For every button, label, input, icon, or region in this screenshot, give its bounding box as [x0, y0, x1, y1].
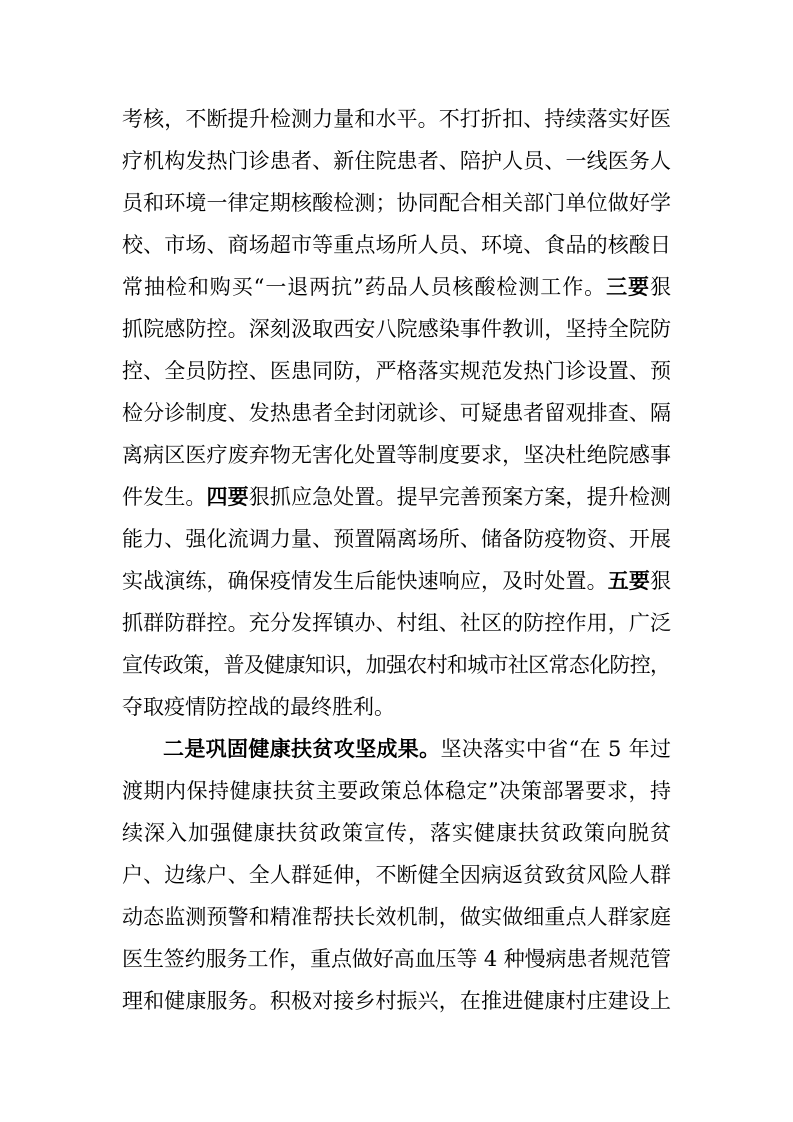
text-segment: 常抽检和购买“一退两抗”药品人员核酸检测工作。 — [122, 275, 607, 299]
text-segment: 检分诊制度、发热患者全封闭就诊、可疑患者留观排查、隔 — [122, 401, 672, 425]
text-segment: 狠 — [650, 275, 672, 299]
text-segment: 员和环境一律定期核酸检测；协同配合相关部门单位做好学 — [122, 191, 672, 215]
body-line — [0, 141, 793, 181]
text-segment: 狠 — [650, 569, 672, 593]
text-segment: 狠抓应急处置。提早完善预案方案，提升检测 — [248, 485, 672, 509]
text-segment: 离病区医疗废弃物无害化处置等制度要求，坚决杜绝院感事 — [122, 443, 672, 467]
body-line — [0, 225, 793, 265]
text-segment: 户、边缘户、全人群延伸，不断健全因病返贫致贫风险人群 — [122, 863, 672, 887]
text-segment: 坚决落实中省“在 5 年过 — [440, 737, 672, 761]
body-line — [0, 939, 793, 979]
text-segment: 渡期内保持健康扶贫主要政策总体稳定”决策部署要求，持 — [122, 779, 672, 803]
text-segment: 宣传政策，普及健康知识，加强农村和城市社区常态化防控， — [122, 653, 671, 677]
text-segment: 夺取疫情防控战的最终胜利。 — [122, 695, 395, 719]
body-line — [0, 561, 793, 601]
section-heading: 二是巩固健康扶贫攻坚成果。 — [163, 736, 441, 761]
emphasis-segment: 三要 — [606, 274, 650, 299]
text-segment: 理和健康服务。积极对接乡村振兴，在推进健康村庄建设上 — [122, 989, 672, 1013]
text-segment: 校、市场、商场超市等重点场所人员、环境、食品的核酸日 — [122, 233, 672, 257]
text-segment: 控、全员防控、医患同防，严格落实规范发热门诊设置、预 — [122, 359, 672, 383]
text-segment: 医生签约服务工作，重点做好高血压等 4 种慢病患者规范管 — [122, 947, 671, 971]
text-segment: 疗机构发热门诊患者、新住院患者、陪护人员、一线医务人 — [122, 149, 672, 173]
body-line — [0, 687, 793, 727]
body-line — [0, 603, 793, 643]
paragraph-first-line — [0, 729, 793, 769]
body-line — [0, 855, 793, 895]
body-line — [0, 477, 793, 517]
body-line — [0, 393, 793, 433]
body-line — [0, 813, 793, 853]
body-line — [0, 309, 793, 349]
text-segment: 抓院感防控。深刻汲取西安八院感染事件教训，坚持全院防 — [122, 317, 672, 341]
emphasis-segment: 五要 — [607, 568, 651, 593]
body-line — [0, 99, 793, 139]
emphasis-segment: 四要 — [206, 484, 249, 509]
text-segment: 实战演练，确保疫情发生后能快速响应，及时处置。 — [122, 569, 608, 593]
text-segment: 考核，不断提升检测力量和水平。不打折扣、持续落实好医 — [122, 107, 672, 131]
text-segment: 能力、强化流调力量、预置隔离场所、储备防疫物资、开展 — [122, 527, 672, 551]
body-line — [0, 351, 793, 391]
text-segment: 续深入加强健康扶贫政策宣传，落实健康扶贫政策向脱贫 — [122, 821, 672, 845]
body-line — [0, 645, 793, 685]
body-line — [0, 519, 793, 559]
body-line — [0, 981, 793, 1021]
body-line — [0, 267, 793, 307]
body-line — [0, 771, 793, 811]
text-segment: 件发生。 — [122, 485, 207, 509]
body-line — [0, 435, 793, 475]
body-line — [0, 183, 793, 223]
body-line — [0, 897, 793, 937]
text-segment: 抓群防群控。充分发挥镇办、村组、社区的防控作用，广泛 — [122, 611, 672, 635]
text-segment: 动态监测预警和精准帮扶长效机制，做实做细重点人群家庭 — [122, 905, 672, 929]
